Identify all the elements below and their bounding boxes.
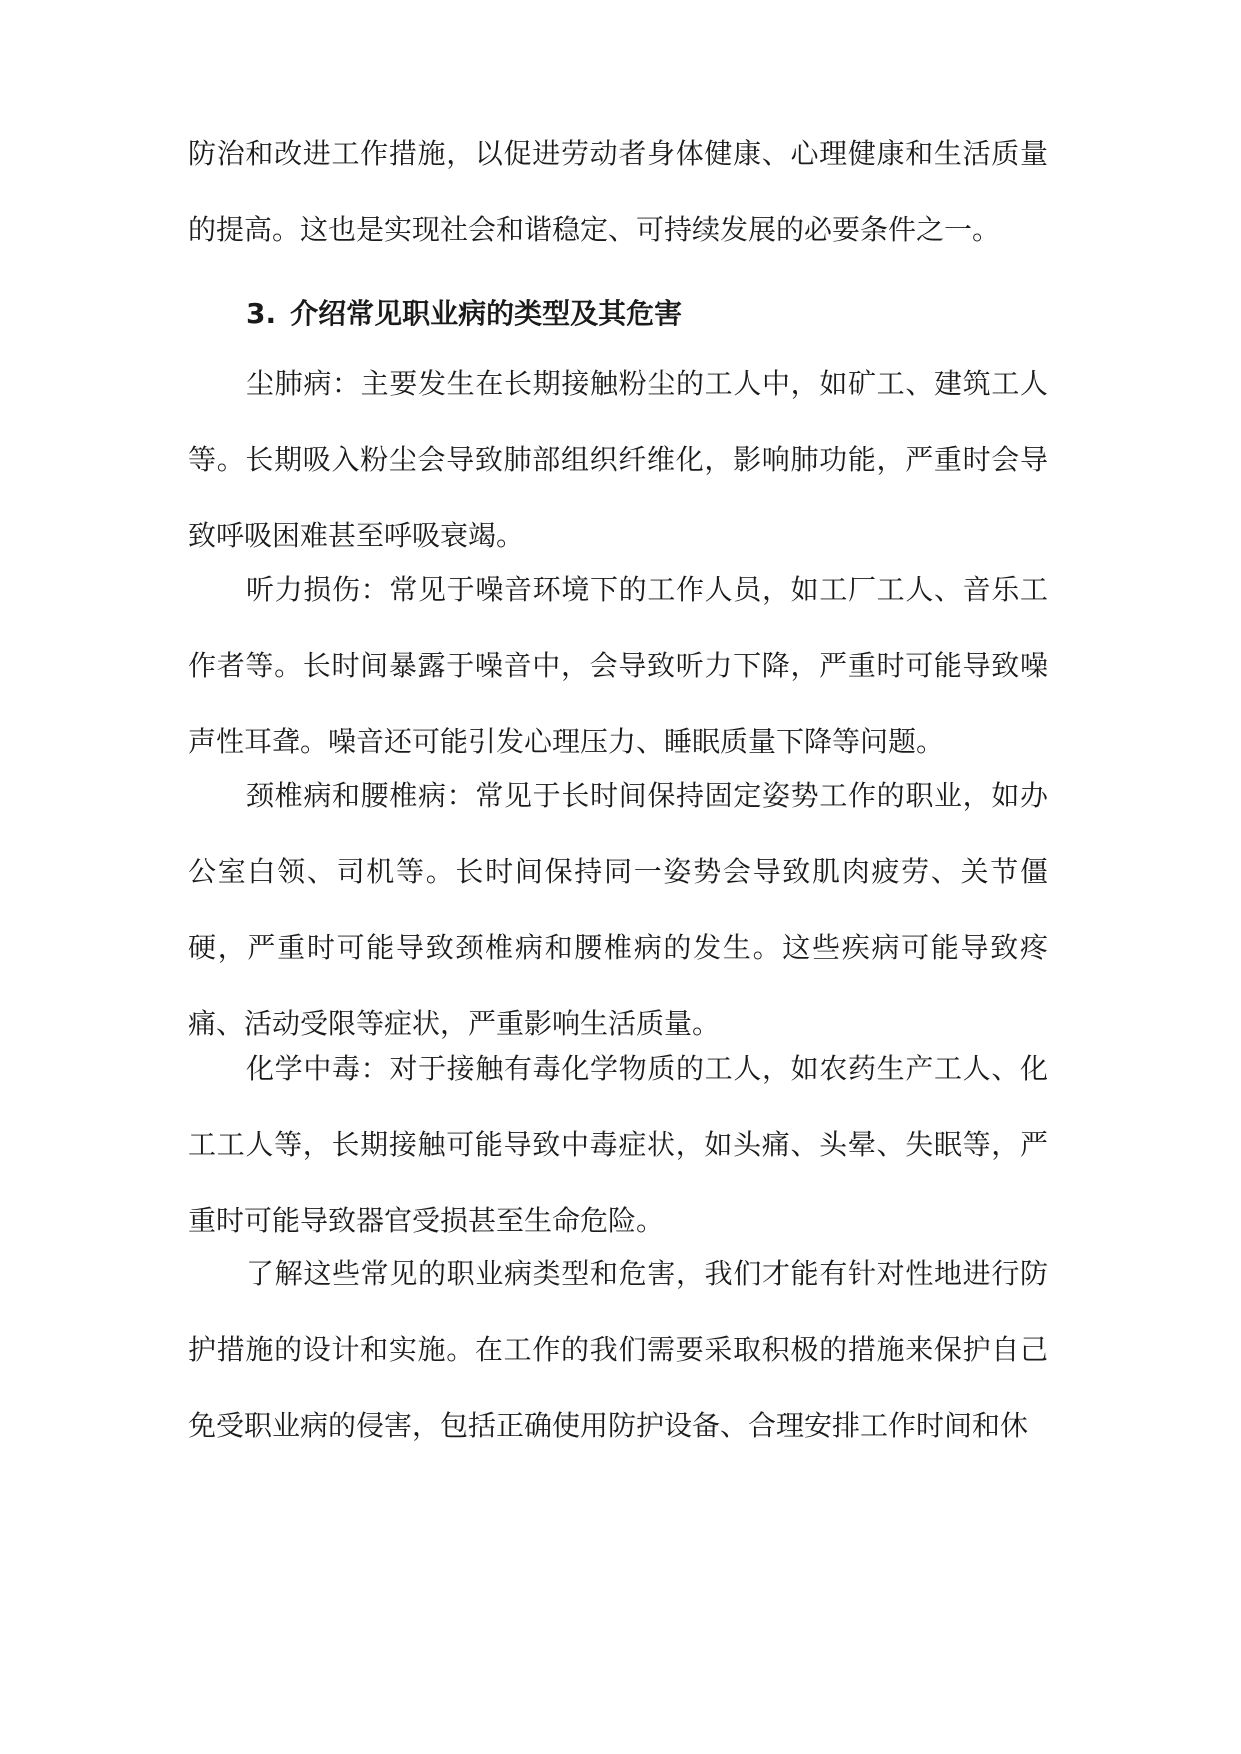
paragraph-spine-disease: 颈椎病和腰椎病：常见于长时间保持固定姿势工作的职业，如办公室白领、司机等。长时间保持同一姿势会导致肌肉疲劳、关节僵硬，严重时可能导致颈椎病和腰椎病的发生。这些疾病可能导致疼痛、活动受限等症状，严重影响生活质量。 bbox=[188, 779, 1048, 1040]
paragraph-chemical-poisoning: 化学中毒：对于接触有毒化学物质的工人，如农药生产工人、化工工人等，长期接触可能导致中毒症状，如头痛、头晕、失眠等，严重时可能导致器官受损甚至生命危险。 bbox=[188, 1052, 1048, 1237]
section-title: 介绍常见职业病的类型及其危害 bbox=[290, 297, 683, 330]
paragraph-hearing-loss: 听力损伤：常见于噪音环境下的工作人员，如工厂工人、音乐工作者等。长时间暴露于噪音中，会导致听力下降，严重时可能导致噪声性耳聋。噪音还可能引发心理压力、睡眠质量下降等问题。 bbox=[188, 573, 1048, 758]
paragraph-pneumoconiosis: 尘肺病：主要发生在长期接触粉尘的工人中，如矿工、建筑工人等。长期吸入粉尘会导致肺部组织纤维化，影响肺功能，严重时会导致呼吸困难甚至呼吸衰竭。 bbox=[188, 367, 1048, 552]
section-number: 3. bbox=[246, 297, 277, 330]
section-heading bbox=[246, 276, 682, 352]
paragraph-summary: 了解这些常见的职业病类型和危害，我们才能有针对性地进行防护措施的设计和实施。在工作的我们需要采取积极的措施来保护自己免受职业病的侵害，包括正确使用防护设备、合理安排工作时间和休 bbox=[188, 1257, 1048, 1442]
continuation-paragraph: 防治和改进工作措施，以促进劳动者身体健康、心理健康和生活质量的提高。这也是实现社会和谐稳定、可持续发展的必要条件之一。 bbox=[188, 137, 1048, 246]
